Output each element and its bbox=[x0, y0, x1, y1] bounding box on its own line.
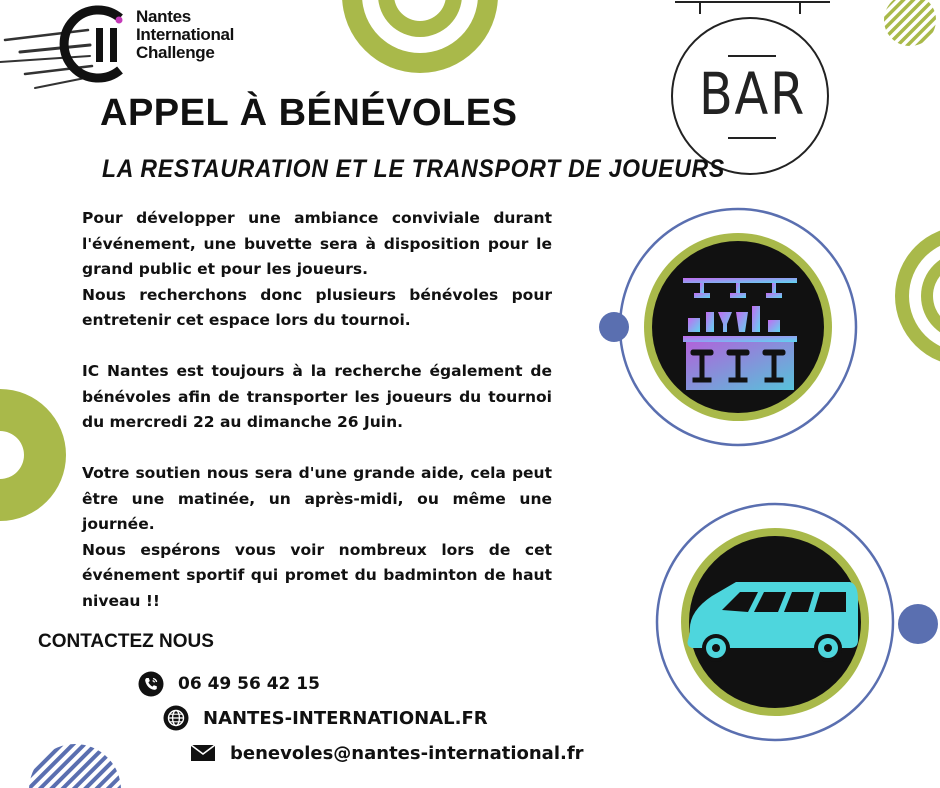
page-title: APPEL À BÉNÉVOLES bbox=[100, 92, 518, 134]
logo-line-2: International bbox=[136, 25, 235, 44]
striped-circle-top-right bbox=[884, 0, 936, 46]
mail-icon bbox=[190, 740, 216, 766]
contact-email[interactable] bbox=[190, 740, 584, 766]
contact-title: CONTACTEZ NOUS bbox=[38, 631, 214, 652]
striped-circle-bottom-left bbox=[29, 744, 121, 788]
body-text bbox=[82, 206, 552, 614]
website-link[interactable]: NANTES-INTERNATIONAL.FR bbox=[203, 707, 488, 729]
left-half-ring bbox=[0, 389, 66, 521]
logo-line-1: Nantes bbox=[136, 7, 191, 26]
contact-website[interactable] bbox=[163, 705, 488, 731]
right-edge-rings bbox=[895, 226, 940, 366]
paragraph-3: IC Nantes est toujours à la recherche également de bénévoles afin de transporter les joueurs du tournoi du mercredi 22 au dimanche 26 Juin. bbox=[82, 362, 552, 431]
bar-sign-text: BAR bbox=[699, 60, 806, 128]
logo-text bbox=[136, 8, 234, 62]
phone-icon bbox=[138, 671, 164, 697]
bar-illustration-badge bbox=[599, 209, 856, 445]
logo bbox=[10, 0, 240, 100]
van-illustration-badge bbox=[657, 504, 938, 740]
phone-number[interactable]: 06 49 56 42 15 bbox=[178, 674, 320, 694]
paragraph-1: Pour développer une ambiance conviviale durant l'événement, une buvette sera à disposition pour le grand public et pour les joueurs. bbox=[82, 209, 552, 278]
logo-line-3: Challenge bbox=[136, 43, 215, 62]
paragraph-5: Nous espérons vous voir nombreux lors de cet événement sportif qui promet du badminton de haut niveau !! bbox=[82, 540, 552, 610]
email-link[interactable]: benevoles@nantes-international.fr bbox=[230, 742, 584, 764]
paragraph-2: Nous recherchons donc plusieurs bénévoles pour entretenir cet espace lors du tournoi. bbox=[82, 285, 552, 329]
page-subtitle: LA RESTAURATION ET LE TRANSPORT DE JOUEURS bbox=[102, 155, 725, 183]
globe-icon bbox=[163, 705, 189, 731]
paragraph-4: Votre soutien nous sera d'une grande aide, cela peut être une matinée, un après-midi, ou même une journée. bbox=[82, 464, 552, 533]
concentric-circles-top bbox=[342, 0, 498, 73]
contact-phone[interactable] bbox=[138, 671, 320, 697]
